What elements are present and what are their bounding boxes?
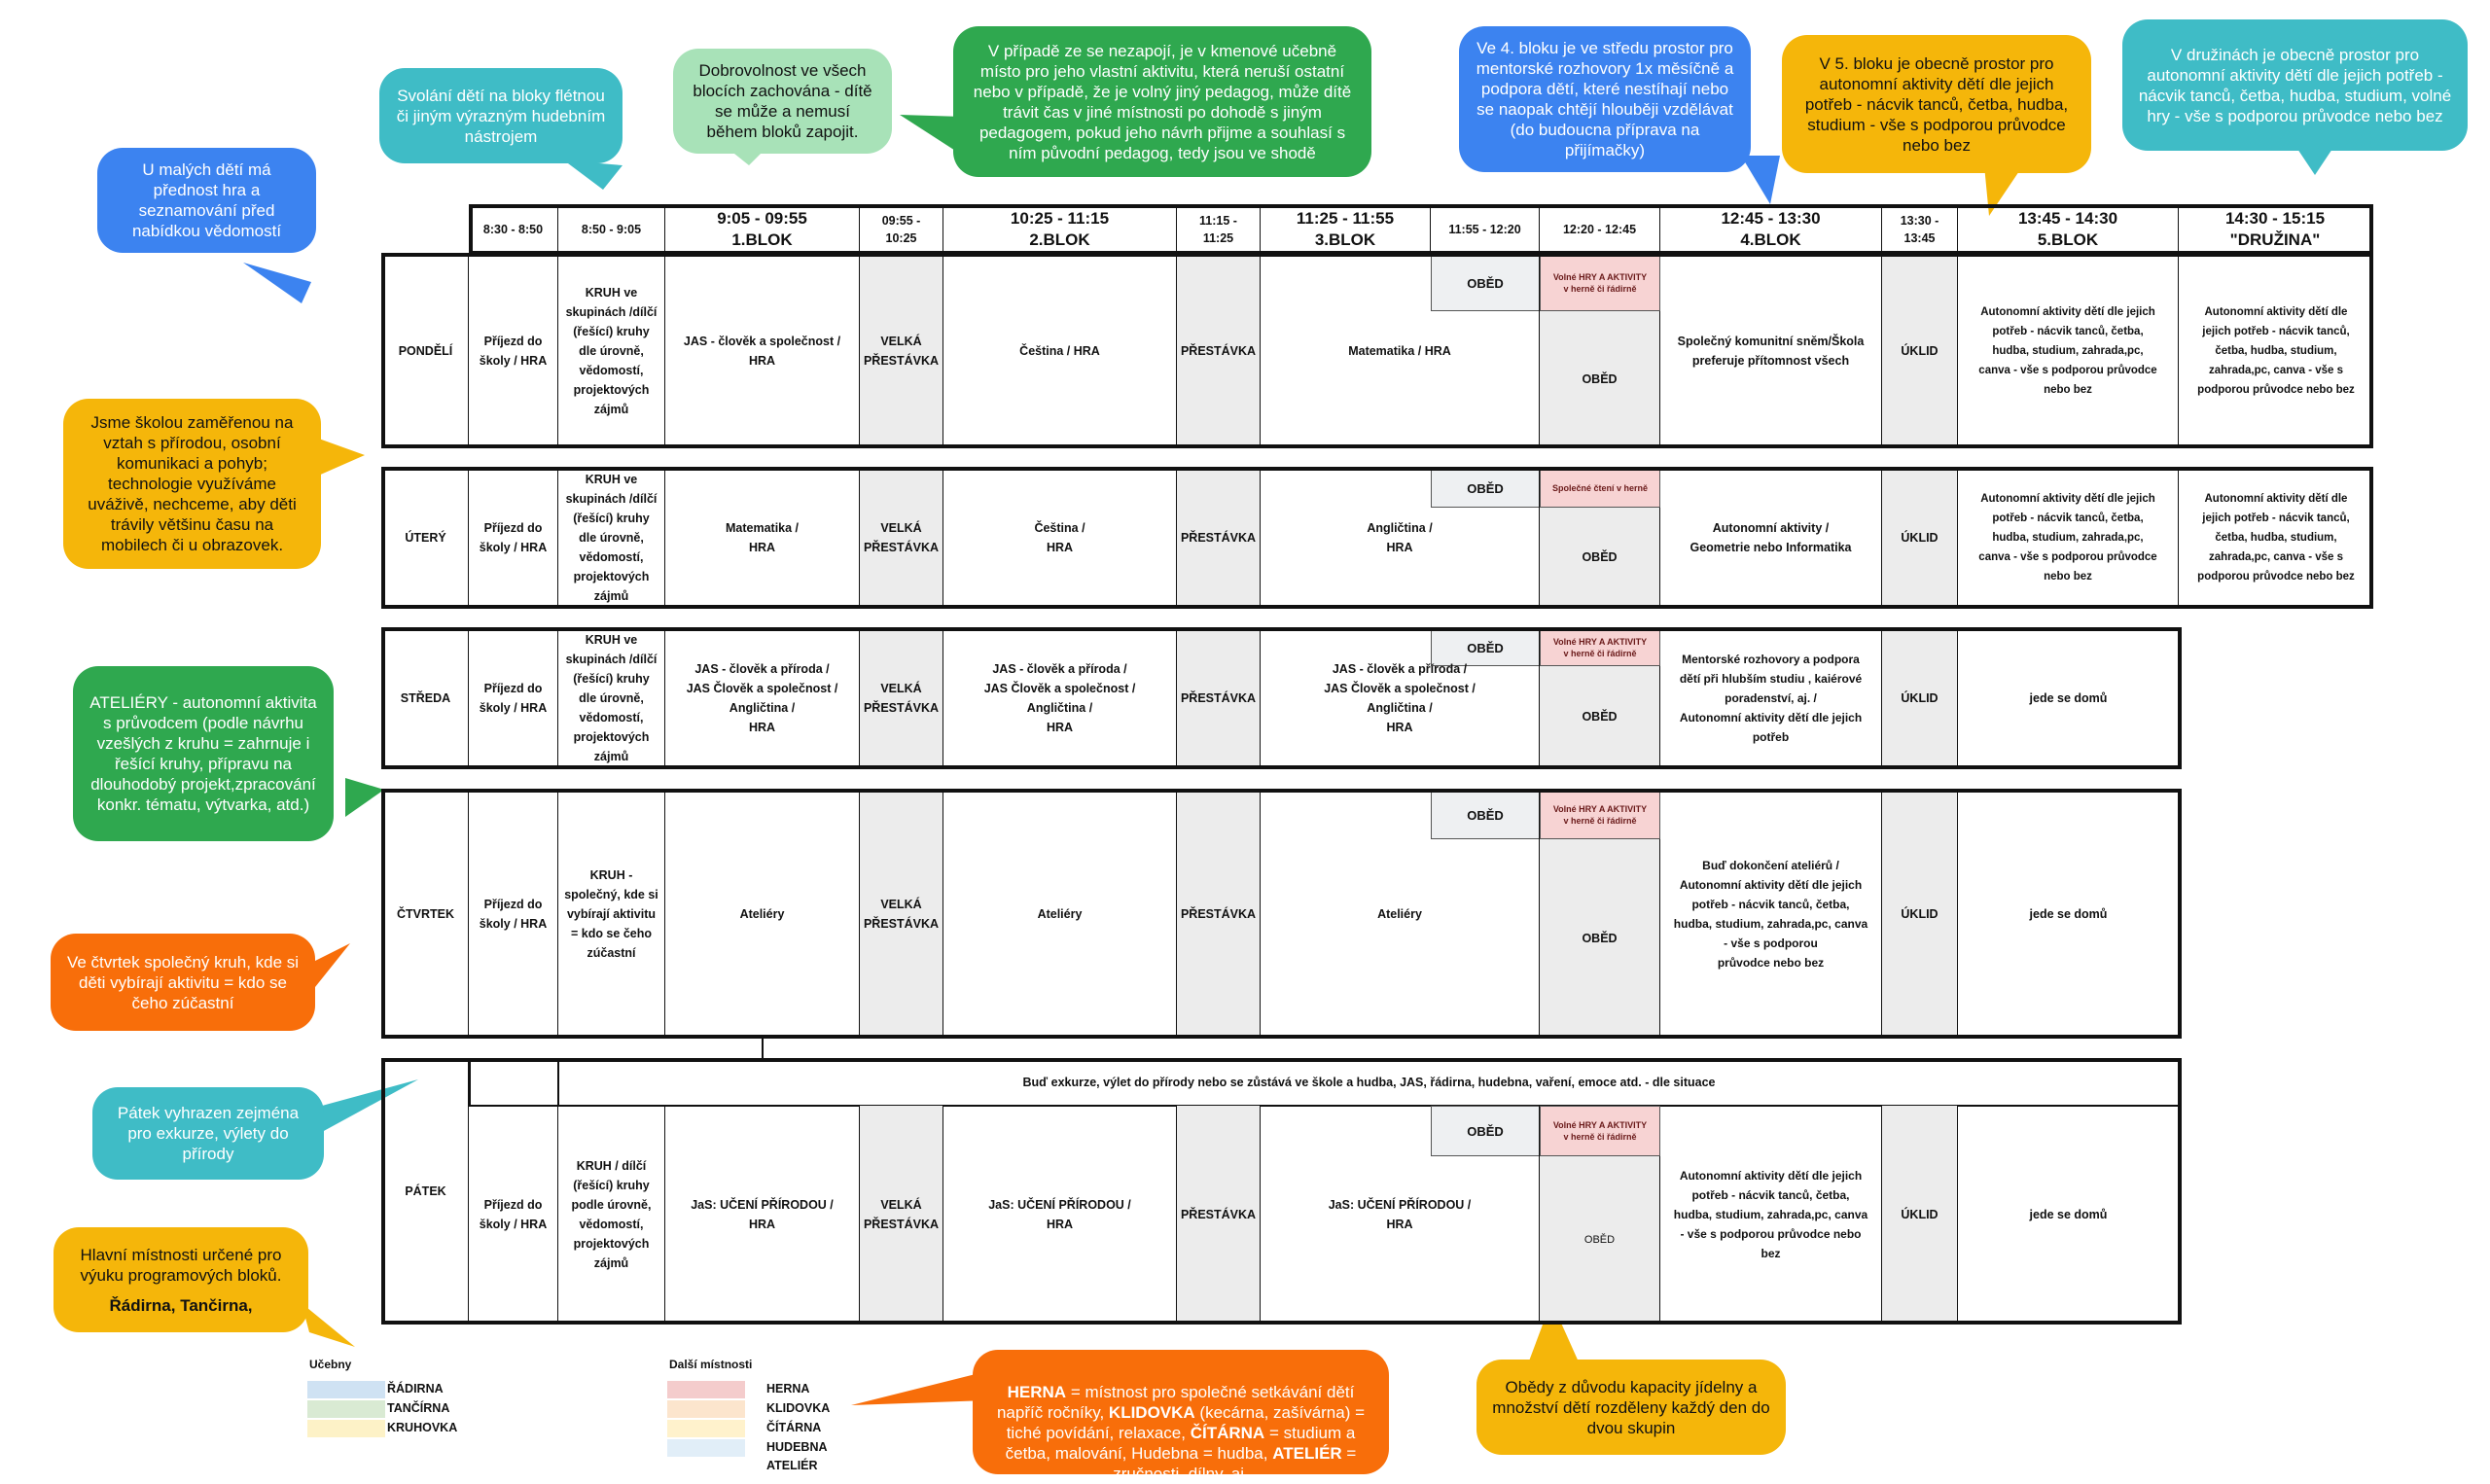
tail-herna — [851, 1371, 987, 1405]
day-row-frame — [381, 627, 2182, 769]
arrival-cell: Příjezd do školy / HRA — [469, 469, 558, 607]
obed-cell: OBĚD — [1540, 839, 1660, 1037]
tail-ctvrtek — [311, 943, 350, 992]
legend-swatch — [667, 1381, 745, 1398]
blok3-cell: Matematika / HRA — [1261, 255, 1540, 446]
velka-prestavka-cell: VELKÁ PŘESTÁVKA — [860, 469, 943, 607]
header-time-1: 8:30 - 8:50 — [469, 206, 558, 253]
header-blok-2: 10:25 - 11:15 2.BLOK — [943, 206, 1177, 253]
volne-hry-tab: Volné HRY A AKTIVITY v herně či řádirně — [1540, 255, 1660, 311]
day-name: ČTVRTEK — [383, 791, 469, 1037]
blok1-cell: JAS - člověk a společnost / HRA — [665, 255, 860, 446]
blok3-cell: JAS - člověk a příroda / JAS Člověk a společnost / Angličtina / HRA — [1261, 629, 1540, 767]
day-row-frame — [381, 253, 2373, 448]
volne-hry-tab: Volné HRY A AKTIVITY v herně či řádirně — [1540, 791, 1660, 839]
velka-prestavka-cell: VELKÁ PŘESTÁVKA — [860, 255, 943, 446]
home-cell: jede se domů — [2029, 691, 2108, 705]
day-name: ÚTERÝ — [383, 469, 469, 607]
druzina-cell: Autonomní aktivity dětí dle jejich potřeb - nácvik tanců, četba, hudba, studium, zahrada,pc, canva - vše s podporou průvodce nebo bez — [2197, 305, 2355, 396]
blok2-cell: Čeština / HRA — [943, 469, 1177, 607]
tail-male-deti — [243, 263, 311, 303]
volne-hry-tab: Volné HRY A AKTIVITY v herně či řádirně — [1540, 1106, 1660, 1156]
header-blok-4: 12:45 - 13:30 4.BLOK — [1660, 206, 1882, 253]
bubble-mistnosti — [53, 1227, 308, 1332]
blok1-cell: Ateliéry — [665, 791, 860, 1037]
blok2-cell: JaS: UČENÍ PŘÍRODOU / HRA — [943, 1106, 1177, 1323]
blok2-cell: Ateliéry — [943, 791, 1177, 1037]
kruh-cell: KRUH - společný, kde si vybírají aktivitu = kdo se čeho zúčastní — [558, 791, 665, 1037]
velka-prestavka-cell: VELKÁ PŘESTÁVKA — [860, 1106, 943, 1323]
kruh-cell: KRUH ve skupinách /dílčí (řešící) kruhy dle úrovně, vědomostí, projektových zájmů — [558, 469, 665, 607]
bubble-obedy: Obědy z důvodu kapacity jídelny a množství dětí rozděleny každý den do dvou skupin — [1476, 1360, 1786, 1455]
mistnosti-rooms: Řádirna, Tančirna, — [109, 1295, 253, 1315]
legend-dalsi-title: Další místnosti — [669, 1358, 753, 1371]
home-cell: jede se domů — [2029, 1207, 2108, 1221]
header-time-9: 12:20 - 12:45 — [1540, 206, 1660, 253]
bubble-patek: Pátek vyhrazen zejména pro exkurze, výlety do přírody — [92, 1087, 324, 1180]
atelier-term: ATELIÉR — [1272, 1444, 1342, 1463]
obed-tab: OBĚD — [1431, 469, 1540, 508]
blok3-cell: JaS: UČENÍ PŘÍRODOU / HRA — [1261, 1106, 1540, 1323]
spolecne-cteni-tab: Společné čtení v herně — [1540, 469, 1660, 508]
obed-cell: OBĚD — [1540, 666, 1660, 767]
blok4-cell: Společný komunitní sněm/Škola preferuje přítomnost všech — [1660, 255, 1882, 446]
legend-swatch — [307, 1420, 385, 1437]
prestavka-cell: PŘESTÁVKA — [1177, 629, 1261, 767]
arrival-cell: Příjezd do školy / HRA — [469, 1106, 558, 1323]
bubble-blok5: V 5. bloku je obecně prostor pro autonomní aktivity dětí dle jejich potřeb - nácvik tanců, četba, hudba, studium - vše s podporou průvodce nebo bez — [1782, 35, 2091, 173]
legend-swatch — [667, 1400, 745, 1418]
legend-ucebny-title: Učebny — [309, 1358, 352, 1371]
blok4-cell: Buď dokončení ateliérů / Autonomní aktivity dětí dle jejich potřeb - nácvik tanců, četba, hudba, studium, zahrada,pc, canva - vše s podporou průvodce nebo bez — [1660, 791, 1882, 1037]
herna-term: HERNA — [1007, 1383, 1067, 1401]
legend-swatch — [307, 1381, 385, 1398]
legend-swatch — [667, 1420, 745, 1437]
obed-tab: OBĚD — [1431, 629, 1540, 666]
prestavka-cell: PŘESTÁVKA — [1177, 469, 1261, 607]
legend-label: KLIDOVKA — [766, 1401, 831, 1415]
arrival-cell: Příjezd do školy / HRA — [469, 791, 558, 1037]
bubble-blok4: Ve 4. bloku je ve středu prostor pro mentorské rozhovory 1x měsíčně a podpora dětí, které nestíhají nebo se naopak chtějí hlouběji vzdělávat (do budoucna příprava na přijímačky) — [1459, 26, 1751, 172]
header-time-4: 09:55 - 10:25 — [860, 206, 943, 253]
arrival-cell: Příjezd do školy / HRA — [469, 629, 558, 767]
kruh-cell: KRUH ve skupinách /dílčí (řešící) kruhy dle úrovně, vědomostí, projektových zájmů — [558, 629, 665, 767]
bubble-priroda: Jsme školou zaměřenou na vztah s přírodou, osobní komunikaci a pohyb; technologie využíváme uváživě, nechceme, aby děti trávily většinu času na mobilech či u obrazovek. — [63, 399, 321, 569]
tail-ateliery — [345, 778, 384, 817]
druzina-cell: Autonomní aktivity dětí dle jejich potřeb - nácvik tanců, četba, hudba, studium, zahrada,pc, canva - vše s podporou průvodce nebo bez — [2197, 493, 2355, 583]
blok1-cell: JAS - člověk a příroda / JAS Člověk a společnost / Angličtina / HRA — [665, 629, 860, 767]
prestavka-cell: PŘESTÁVKA — [1177, 255, 1261, 446]
uklid-cell: ÚKLID — [1882, 1106, 1958, 1323]
bubble-ateliery: ATELIÉRY - autonomní aktivita s průvodcem (podle návrhu vzešlých z kruhu = zahrnuje i řešící kruhy, přípravu na dlouhodobý projekt,zpracování konkr. tématu, výtvarka, atd.) — [73, 666, 334, 841]
header-blok-5: 13:45 - 14:30 5.BLOK — [1958, 206, 2179, 253]
legend-label: HERNA — [766, 1382, 810, 1396]
blok4-cell: Autonomní aktivity dětí dle jejich potřeb - nácvik tanců, četba, hudba, studium, zahrada,pc, canva - vše s podporou průvodce nebo bez — [1660, 1106, 1882, 1323]
home-cell: jede se domů — [2029, 906, 2108, 921]
prestavka-cell: PŘESTÁVKA — [1177, 791, 1261, 1037]
citarna-term: ČÍTÁRNA — [1190, 1424, 1265, 1442]
bubble-dobrovolnost: Dobrovolnost ve všech blocích zachována - dítě se může a nemusí během bloků zapojit. — [673, 49, 892, 154]
legend-label: ŘÁDIRNA — [387, 1382, 444, 1396]
blok1-cell: Matematika / HRA — [665, 469, 860, 607]
legend-swatch — [667, 1459, 745, 1476]
velka-prestavka-cell: VELKÁ PŘESTÁVKA — [860, 629, 943, 767]
tail-mistnosti — [302, 1303, 355, 1347]
legend-label: TANČÍRNA — [387, 1401, 450, 1415]
bubble-druzina: V družinách je obecně prostor pro autonomní aktivity dětí dle jejich potřeb - nácvik tanců, četba, hudba, studium, volné hry - vše s podporou průvodce nebo bez — [2122, 19, 2468, 151]
uklid-cell: ÚKLID — [1882, 469, 1958, 607]
legend-label: ČÍTÁRNA — [766, 1421, 822, 1434]
header-druzina: 14:30 - 15:15 "DRUŽINA" — [2224, 209, 2326, 249]
blok3-cell: Ateliéry — [1261, 791, 1540, 1037]
obed-cell: OBĚD — [1540, 508, 1660, 607]
tail-blok4 — [1741, 156, 1780, 204]
legend-label: KRUHOVKA — [387, 1421, 458, 1434]
header-time-2: 8:50 - 9:05 — [558, 206, 665, 253]
uklid-cell: ÚKLID — [1882, 255, 1958, 446]
mistnosti-text: Hlavní místnosti určené pro výuku programových bloků. — [80, 1245, 282, 1285]
header-blok-1: 9:05 - 09:55 1.BLOK — [665, 206, 860, 253]
arrival-cell: Příjezd do školy / HRA — [469, 255, 558, 446]
velka-prestavka-cell: VELKÁ PŘESTÁVKA — [860, 791, 943, 1037]
blok4-cell: Mentorské rozhovory a podpora dětí při hlubším studiu , kaiérové poradenství, aj. / Autonomní aktivity dětí dle jejich potřeb — [1660, 629, 1882, 767]
citarna-def: = studium a četba, malování, Hudebna = hudba, — [1005, 1424, 1356, 1463]
obed-cell: OBĚD — [1540, 311, 1660, 446]
obed-tab: OBĚD — [1431, 1106, 1540, 1156]
tail-priroda — [316, 438, 365, 477]
tail-svolani — [564, 160, 622, 190]
day-row-frame — [381, 1058, 2182, 1325]
blok3-cell: Angličtina / HRA — [1261, 469, 1540, 607]
herna-def: = místnost pro společné setkávání dětí napříč ročníky, — [996, 1383, 1355, 1422]
legend-swatch — [307, 1400, 385, 1418]
atelier-def: = zručnosti, dílny, aj. — [1113, 1444, 1357, 1483]
legend-swatch — [667, 1439, 745, 1457]
uklid-cell: ÚKLID — [1882, 629, 1958, 767]
legend-label: HUDEBNA — [766, 1440, 828, 1454]
connector-line — [762, 1039, 764, 1058]
blok5-cell: Autonomní aktivity dětí dle jejich potřeb - nácvik tanců, četba, hudba, studium, zahrada,pc, canva - vše s podporou průvodce nebo bez — [1958, 469, 2179, 607]
blok1-cell: JaS: UČENÍ PŘÍRODOU / HRA — [665, 1106, 860, 1323]
klidovka-def: (kecárna, zašívárna) = tiché povídání, relaxace, — [1006, 1403, 1366, 1442]
obed-tab: OBĚD — [1431, 255, 1540, 311]
header-blok-3: 11:25 - 11:55 3.BLOK — [1261, 206, 1431, 253]
volne-hry-tab: Volné HRY A AKTIVITY v herně či řádirně — [1540, 629, 1660, 666]
header-time-8: 11:55 - 12:20 — [1431, 206, 1540, 253]
day-row-frame — [381, 467, 2373, 609]
day-row-frame — [381, 789, 2182, 1039]
kruh-cell: KRUH / dílčí (řešící) kruhy podle úrovně, vědomostí, projektových zájmů — [558, 1106, 665, 1323]
blok2-cell: Čeština / HRA — [943, 255, 1177, 446]
prestavka-cell: PŘESTÁVKA — [1177, 1106, 1261, 1323]
obed-cell: OBĚD — [1540, 1156, 1660, 1323]
legend-label: ATELIÉR — [766, 1459, 818, 1472]
day-name: PONDĚLÍ — [383, 255, 469, 446]
header-time-11: 13:30 - 13:45 — [1882, 206, 1958, 253]
bubble-pripad: V případě ze se nezapojí, je v kmenové učebně místo pro jeho vlastní aktivitu, která neruší ostatní nebo v případě, že je volný jiný pedagog, může dítě trávit čas v jiné místnosti po dohodě s jiným pedagogem, pokud jeho návrh přijme a souhlasí s ním původní pedagog, tedy jsou ve shodě — [953, 26, 1371, 177]
bubble-svolani: Svolání dětí na bloky flétnou či jiným výrazným hudebním nástrojem — [379, 68, 622, 163]
header-time-6: 11:15 - 11:25 — [1177, 206, 1261, 253]
day-name: STŘEDA — [383, 629, 469, 767]
bubble-male-deti: U malých dětí má přednost hra a seznamování před nabídkou vědomostí — [97, 148, 316, 253]
blok2-cell: JAS - člověk a příroda / JAS Člověk a společnost / Angličtina / HRA — [943, 629, 1177, 767]
day-name: PÁTEK — [383, 1060, 469, 1323]
uklid-cell: ÚKLID — [1882, 791, 1958, 1037]
obed-tab: OBĚD — [1431, 791, 1540, 839]
bubble-herna — [973, 1350, 1389, 1483]
blok5-cell: Autonomní aktivity dětí dle jejich potřeb - nácvik tanců, četba, hudba, studium, zahrada,pc, canva - vše s podporou průvodce nebo bez — [1958, 255, 2179, 446]
klidovka-term: KLIDOVKA — [1108, 1403, 1195, 1422]
friday-banner: Buď exkurze, výlet do přírody nebo se zůstává ve škole a hudba, JAS, řádirna, hudebna, vaření, emoce atd. - dle situace — [1022, 1076, 1716, 1089]
kruh-cell: KRUH ve skupinách /dílčí (řešící) kruhy dle úrovně, vědomostí, projektových zájmů — [558, 255, 665, 446]
bubble-ctvrtek: Ve čtvrtek společný kruh, kde si děti vybírají aktivitu = kdo se čeho zúčastní — [51, 934, 315, 1031]
blok4-cell: Autonomní aktivity / Geometrie nebo Informatika — [1660, 469, 1882, 607]
